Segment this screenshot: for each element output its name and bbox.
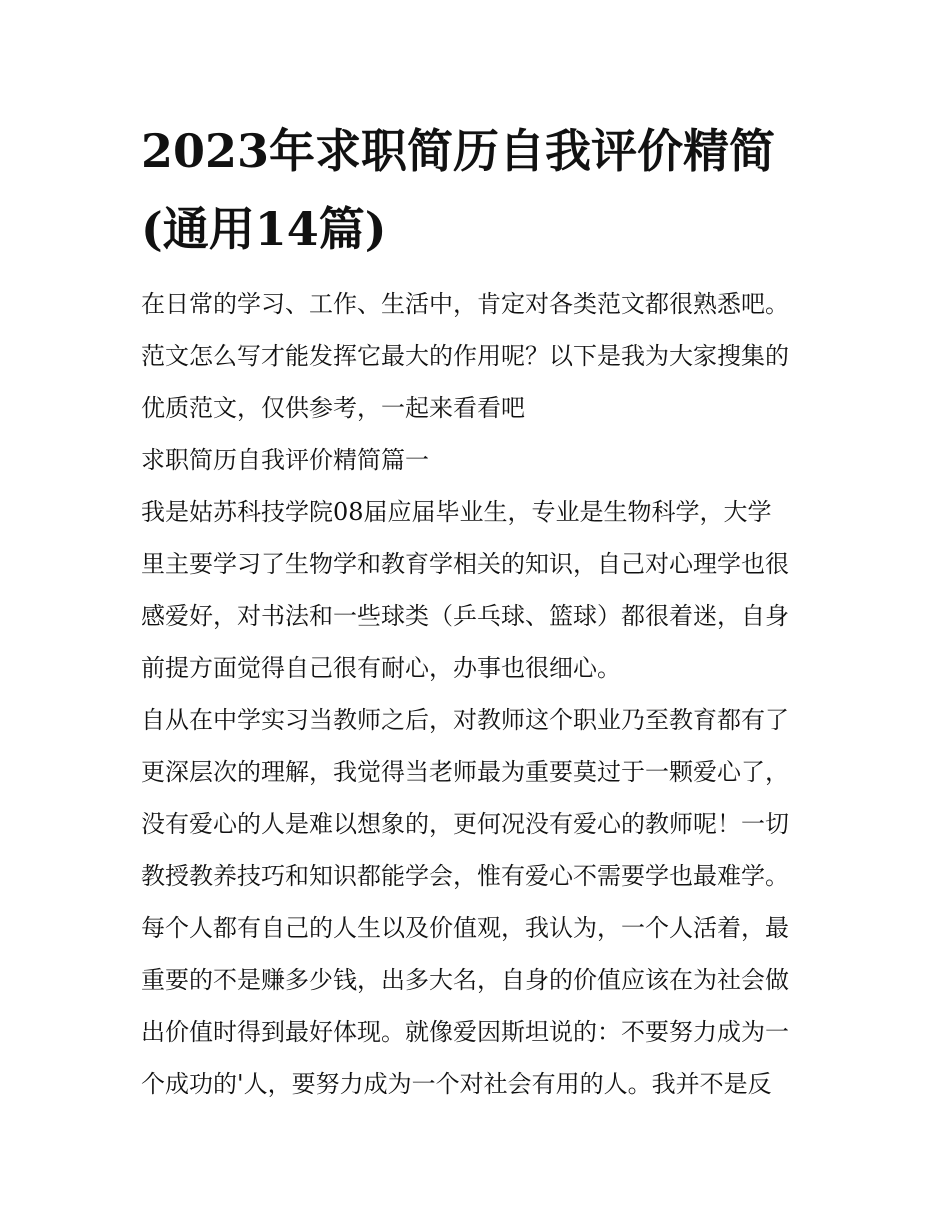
body-line: 更深层次的理解，我觉得当老师最为重要莫过于一颗爱心了， <box>141 758 789 786</box>
body-line: 每个人都有自己的人生以及价值观，我认为，一个人活着，最 <box>141 914 789 942</box>
document-title <box>141 112 821 268</box>
body-line: 自从在中学实习当教师之后，对教师这个职业乃至教育都有了 <box>141 706 789 734</box>
title-line-2: (通用14篇) <box>141 202 387 256</box>
body-line: 个成功的'人，要努力成为一个对社会有用的人。我并不是反 <box>141 1070 772 1098</box>
section-heading: 求职简历自我评价精简篇一 <box>141 446 429 474</box>
document-body <box>141 278 821 1110</box>
body-line: 出价值时得到最好体现。就像爱因斯坦说的：不要努力成为一 <box>141 1018 789 1046</box>
body-line: 感爱好，对书法和一些球类（乒乓球、篮球）都很着迷，自身 <box>141 602 789 630</box>
body-line: 教授教养技巧和知识都能学会，惟有爱心不需要学也最难学。 <box>141 862 789 890</box>
body-line: 里主要学习了生物学和教育学相关的知识，自己对心理学也很 <box>141 550 789 578</box>
body-line: 范文怎么写才能发挥它最大的作用呢？以下是我为大家搜集的 <box>141 342 789 370</box>
body-line: 重要的不是赚多少钱，出多大名，自身的价值应该在为社会做 <box>141 966 789 994</box>
body-line: 前提方面觉得自己很有耐心，办事也很细心。 <box>141 654 621 682</box>
title-line-1: 2023年求职简历自我评价精简 <box>141 124 776 178</box>
body-line: 优质范文，仅供参考，一起来看看吧 <box>141 394 525 422</box>
body-line: 我是姑苏科技学院08届应届毕业生，专业是生物科学，大学 <box>141 498 772 526</box>
body-line: 没有爱心的人是难以想象的，更何况没有爱心的教师呢！一切 <box>141 810 789 838</box>
body-line: 在日常的学习、工作、生活中，肯定对各类范文都很熟悉吧。 <box>141 290 789 318</box>
